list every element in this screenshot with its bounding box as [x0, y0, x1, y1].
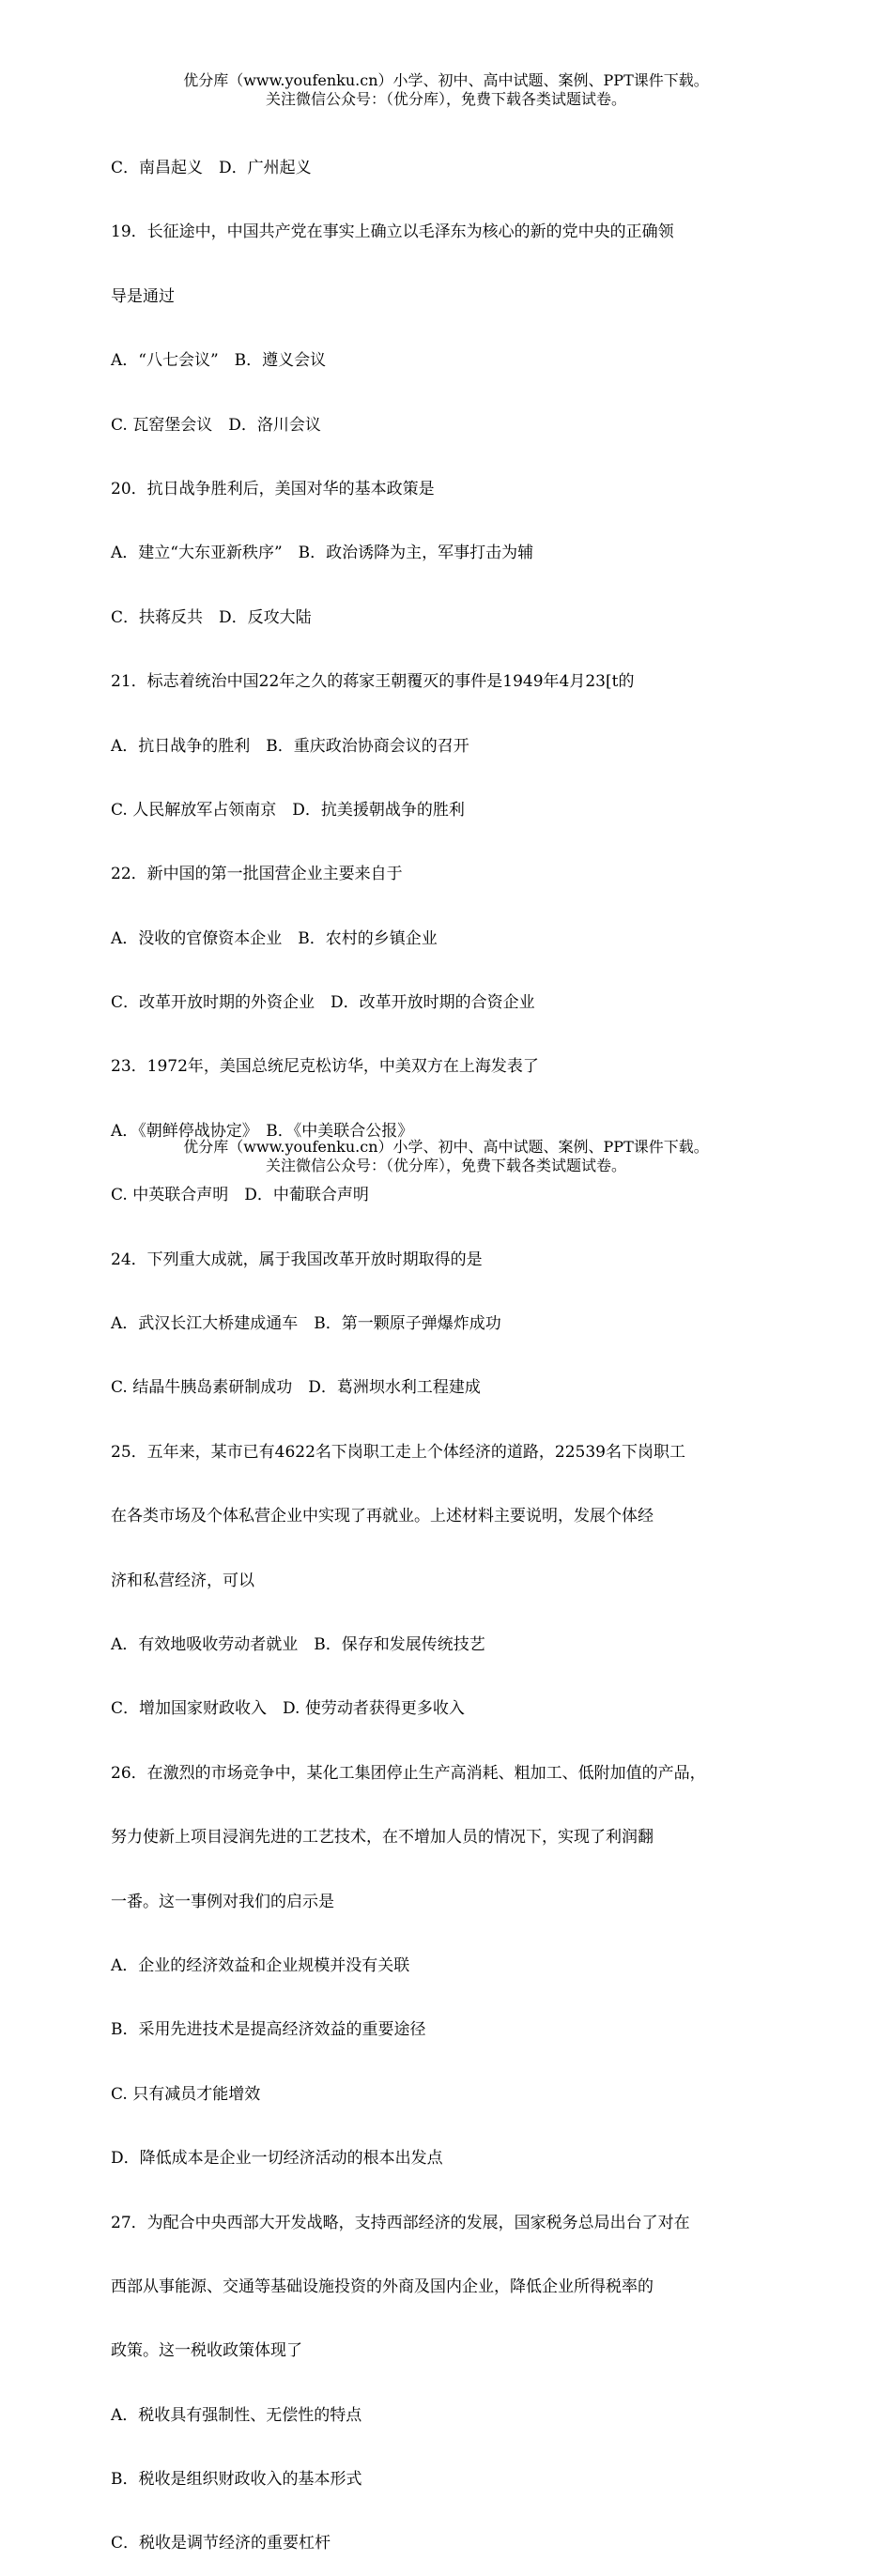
- text-line: C．扶蒋反共 D．反攻大陆: [111, 607, 312, 627]
- header-line-2: 关注微信公众号：（优分库），免费下载各类试题试卷。: [265, 90, 626, 108]
- text-line: C. 人民解放军占领南京 D．抗美援朝战争的胜利: [111, 800, 465, 820]
- page-footer: [0, 1138, 892, 1175]
- text-line: C. 只有减员才能增效: [111, 2084, 261, 2104]
- text-line: C. 中英联合声明 D．中葡联合声明: [111, 1186, 369, 1205]
- text-line: 导是通过: [111, 286, 175, 306]
- footer-line-1: 优分库（www.youfenku.cn）小学、初中、高中试题、案例、PPT课件下载。: [183, 1138, 709, 1156]
- question-content: [111, 117, 787, 2576]
- text-line: C. 瓦窑堡会议 D．洛川会议: [111, 415, 321, 435]
- text-line: 政策。这一税收政策体现了: [111, 2341, 302, 2361]
- text-line: A．抗日战争的胜利 B．重庆政治协商会议的召开: [111, 736, 469, 756]
- text-line: 23．1972年，美国总统尼克松访华，中美双方在上海发表了: [111, 1057, 539, 1077]
- text-line: A．有效地吸收劳动者就业 B．保存和发展传统技艺: [111, 1634, 485, 1654]
- text-line: 19．长征途中，中国共产党在事实上确立以毛泽东为核心的新的党中央的正确领: [111, 222, 674, 242]
- text-line: 济和私营经济，可以: [111, 1571, 254, 1590]
- page-header: [0, 71, 892, 109]
- text-line: A．企业的经济效益和企业规模并没有关联: [111, 1955, 410, 1975]
- text-line: 26．在激烈的市场竞争中，某化工集团停止生产高消耗、粗加工、低附加值的产品，: [111, 1763, 706, 1783]
- text-line: 20．抗日战争胜利后，美国对华的基本政策是: [111, 479, 435, 498]
- text-line: C. 结晶牛胰岛素研制成功 D．葛洲坝水利工程建成: [111, 1378, 481, 1398]
- text-line: 24．下列重大成就，属于我国改革开放时期取得的是: [111, 1250, 483, 1269]
- text-line: B．采用先进技术是提高经济效益的重要途径: [111, 2020, 426, 2040]
- text-line: 西部从事能源、交通等基础设施投资的外商及国内企业，降低企业所得税率的: [111, 2277, 654, 2296]
- text-line: A．《朝鲜停战协定》 B．《中美联合公报》: [111, 1121, 414, 1141]
- text-line: D．降低成本是企业一切经济活动的根本出发点: [111, 2149, 443, 2169]
- text-line: 27．为配合中央西部大开发战略，支持西部经济的发展，国家税务总局出台了对在: [111, 2213, 690, 2232]
- text-line: 在各类市场及个体私营企业中实现了再就业。上述材料主要说明，发展个体经: [111, 1507, 654, 1526]
- text-line: C．改革开放时期的外资企业 D．改革开放时期的合资企业: [111, 993, 535, 1013]
- header-line-1: 优分库（www.youfenku.cn）小学、初中、高中试题、案例、PPT课件下载。: [183, 71, 709, 89]
- footer-line-2: 关注微信公众号：（优分库），免费下载各类试题试卷。: [265, 1157, 626, 1174]
- text-line: A．“八七会议” B．遵义会议: [111, 351, 327, 371]
- text-line: B．税收是组织财政收入的基本形式: [111, 2470, 362, 2490]
- text-line: C．税收是调节经济的重要杠杆: [111, 2534, 331, 2553]
- text-line: 一番。这一事例对我们的启示是: [111, 1892, 334, 1911]
- text-line: C．增加国家财政收入 D. 使劳动者获得更多收入: [111, 1699, 465, 1719]
- text-line: 努力使新上项目浸润先进的工艺技术，在不增加人员的情况下，实现了利润翻: [111, 1828, 654, 1848]
- text-line: A．没收的官僚资本企业 B．农村的乡镇企业: [111, 928, 438, 948]
- text-line: 21．标志着统治中国22年之久的蒋家王朝覆灭的事件是1949年4月23[t的: [111, 672, 635, 692]
- text-line: A．税收具有强制性、无偿性的特点: [111, 2405, 362, 2425]
- text-line: 25．五年来，某市已有4622名下岗职工走上个体经济的道路，22539名下岗职工: [111, 1442, 685, 1462]
- text-line: C．南昌起义 D．广州起义: [111, 159, 312, 177]
- text-line: A．建立“大东亚新秩序” B．政治诱降为主，军事打击为辅: [111, 544, 534, 563]
- text-line: 22．新中国的第一批国营企业主要来自于: [111, 865, 403, 884]
- text-line: A．武汉长江大桥建成通车 B．第一颗原子弹爆炸成功: [111, 1314, 501, 1334]
